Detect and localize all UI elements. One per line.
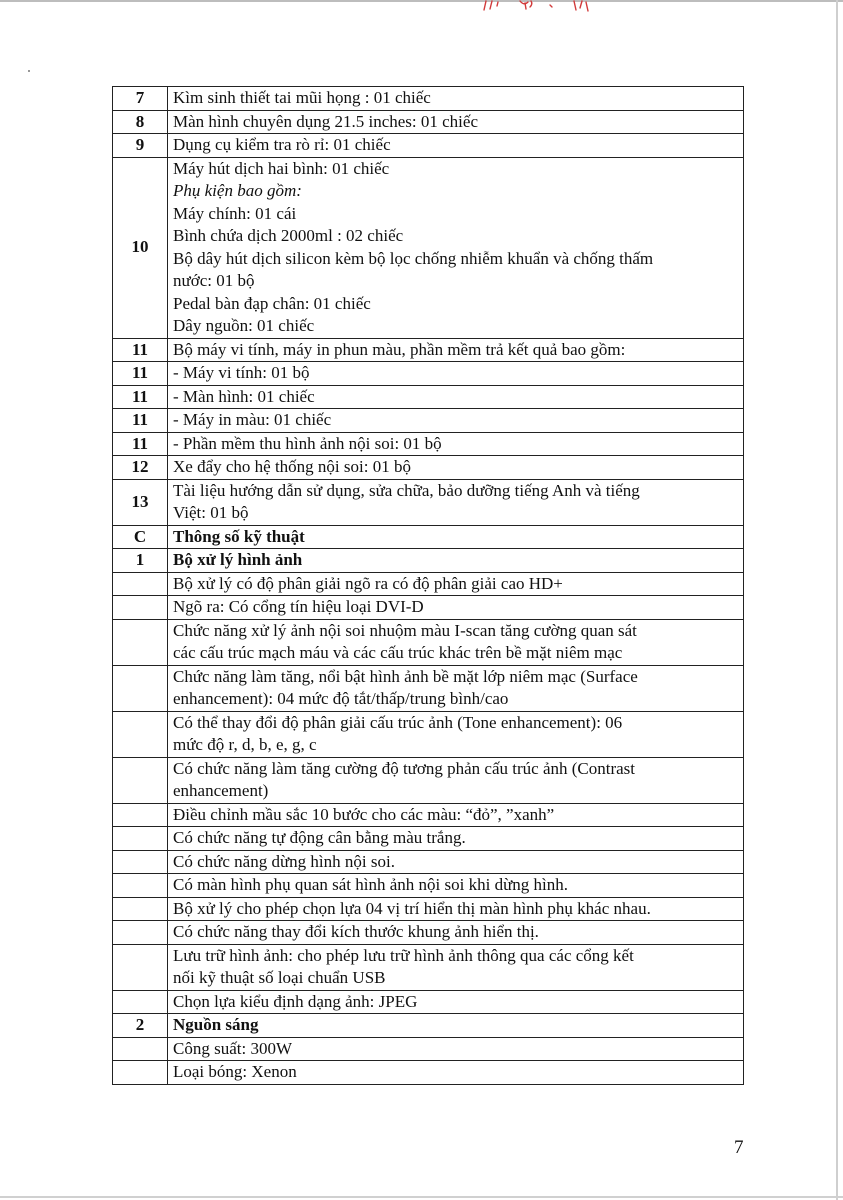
row-number-cell [113, 803, 168, 827]
row-content-cell [168, 525, 744, 549]
row-number-cell: 8 [113, 110, 168, 134]
row-text-line: Pedal bàn đạp chân: 01 chiếc [173, 293, 371, 313]
table-row [113, 596, 744, 620]
row-number-cell [113, 897, 168, 921]
row-number-cell [113, 827, 168, 851]
row-number-cell [113, 850, 168, 874]
row-text-line: Việt: 01 bộ [173, 503, 249, 522]
row-number-cell [113, 711, 168, 757]
row-content-cell [168, 479, 744, 525]
row-content-cell [168, 944, 744, 990]
table-row [113, 921, 744, 945]
row-text-line: enhancement): 04 mức độ tắt/thấp/trung bình/cao [173, 689, 509, 708]
table-row [113, 362, 744, 386]
row-text-line: Phụ kiện bao gồm: [173, 181, 302, 200]
row-content-cell [168, 87, 744, 111]
row-content-cell [168, 874, 744, 898]
table-row [113, 897, 744, 921]
row-number-cell [113, 1037, 168, 1061]
row-content-cell [168, 1014, 744, 1038]
table-row [113, 87, 744, 111]
row-text-line: Bộ máy vi tính, máy in phun màu, phần mềm trả kết quả bao gồm: [173, 339, 626, 359]
row-content-cell [168, 803, 744, 827]
row-content-cell [168, 1037, 744, 1061]
row-text-line: Có chức năng tự động cân bằng màu trắng. [173, 828, 466, 847]
row-number-cell: 11 [113, 362, 168, 386]
row-number-cell [113, 921, 168, 945]
row-text-line: Có thể thay đổi độ phân giải cấu trúc ảnh (Tone enhancement): 06 [173, 712, 623, 732]
row-content-cell [168, 665, 744, 711]
row-content-cell [168, 990, 744, 1014]
table-row [113, 619, 744, 665]
row-content-cell [168, 134, 744, 158]
row-number-cell: 11 [113, 409, 168, 433]
row-text-line: nối kỹ thuật số loại chuẩn USB [173, 968, 386, 987]
table-row [113, 134, 744, 158]
row-number-cell [113, 874, 168, 898]
row-text-line: Tài liệu hướng dẫn sử dụng, sửa chữa, bảo dưỡng tiếng Anh và tiếng [173, 480, 640, 500]
specification-table [112, 86, 744, 1085]
table-row [113, 409, 744, 433]
row-text-line: Máy chính: 01 cái [173, 203, 297, 223]
row-text-line: Xe đẩy cho hệ thống nội soi: 01 bộ [173, 457, 411, 476]
row-number-cell [113, 596, 168, 620]
row-number-cell: 12 [113, 456, 168, 480]
row-text-line: Bộ xử lý có độ phân giải ngõ ra có độ phân giải cao HD+ [173, 573, 563, 593]
row-text-line: Bộ xử lý cho phép chọn lựa 04 vị trí hiển thị màn hình phụ khác nhau. [173, 898, 651, 918]
row-number-cell: 2 [113, 1014, 168, 1038]
row-text-line: Dụng cụ kiểm tra rò rỉ: 01 chiếc [173, 135, 391, 154]
row-text-line: - Phần mềm thu hình ảnh nội soi: 01 bộ [173, 433, 442, 453]
table-row [113, 757, 744, 803]
row-text-line: Màn hình chuyên dụng 21.5 inches: 01 chiếc [173, 111, 478, 131]
table-row [113, 1014, 744, 1038]
table-row [113, 110, 744, 134]
row-number-cell [113, 665, 168, 711]
row-number-cell: 11 [113, 432, 168, 456]
red-stamp-fragment [478, 0, 618, 12]
row-text-line: enhancement) [173, 781, 269, 800]
row-text-line: Chức năng làm tăng, nổi bật hình ảnh bề mặt lớp niêm mạc (Surface [173, 666, 638, 686]
row-text-line: Bình chứa dịch 2000ml : 02 chiếc [173, 226, 404, 245]
row-text-line: Điều chỉnh mầu sắc 10 bước cho các màu: “đỏ”, ”xanh” [173, 804, 555, 824]
table-row [113, 479, 744, 525]
row-content-cell [168, 572, 744, 596]
table-row [113, 665, 744, 711]
row-content-cell [168, 338, 744, 362]
row-text-line: - Màn hình: 01 chiếc [173, 386, 315, 406]
row-content-cell [168, 110, 744, 134]
section-heading: Nguồn sáng [173, 1015, 259, 1034]
row-text-line: Chức năng xử lý ảnh nội soi nhuộm màu I-scan tăng cường quan sát [173, 620, 637, 640]
scan-speck [28, 70, 30, 72]
table-row [113, 711, 744, 757]
row-number-cell: 10 [113, 157, 168, 338]
row-content-cell [168, 456, 744, 480]
row-content-cell [168, 432, 744, 456]
row-number-cell [113, 990, 168, 1014]
table-row [113, 944, 744, 990]
row-text-line: Loại bóng: Xenon [173, 1062, 297, 1081]
row-number-cell: 1 [113, 549, 168, 573]
row-number-cell: 11 [113, 338, 168, 362]
row-content-cell [168, 596, 744, 620]
row-content-cell [168, 549, 744, 573]
table-row [113, 572, 744, 596]
row-text-line: Chọn lựa kiểu định dạng ảnh: JPEG [173, 991, 418, 1011]
table-row [113, 874, 744, 898]
row-content-cell [168, 409, 744, 433]
table-row [113, 525, 744, 549]
table-row [113, 990, 744, 1014]
table-row [113, 456, 744, 480]
row-text-line: Có chức năng dừng hình nội soi. [173, 851, 395, 871]
row-text-line: Dây nguồn: 01 chiếc [173, 316, 315, 335]
row-text-line: - Máy vi tính: 01 bộ [173, 363, 310, 382]
table-row [113, 1037, 744, 1061]
row-content-cell [168, 711, 744, 757]
row-text-line: các cấu trúc mạch máu và các cấu trúc khác trên bề mặt niêm mạc [173, 643, 623, 662]
row-content-cell [168, 757, 744, 803]
row-text-line: Lưu trữ hình ảnh: cho phép lưu trữ hình ảnh thông qua các cổng kết [173, 945, 634, 965]
scan-bottom-edge [0, 1196, 843, 1198]
row-content-cell [168, 921, 744, 945]
specification-table-body [113, 87, 744, 1085]
row-number-cell: 11 [113, 385, 168, 409]
page-number: 7 [734, 1137, 744, 1158]
row-content-cell [168, 157, 744, 338]
table-row [113, 1061, 744, 1085]
row-content-cell [168, 362, 744, 386]
row-text-line: Có chức năng thay đổi kích thước khung ảnh hiển thị. [173, 922, 539, 941]
row-content-cell [168, 850, 744, 874]
scan-top-edge [0, 0, 843, 2]
row-number-cell: 13 [113, 479, 168, 525]
row-text-line: Bộ dây hút dịch silicon kèm bộ lọc chống nhiễm khuẩn và chống thấm [173, 248, 654, 268]
scan-right-edge [836, 0, 838, 1200]
row-number-cell: C [113, 525, 168, 549]
table-row [113, 549, 744, 573]
row-text-line: - Máy in màu: 01 chiếc [173, 410, 332, 429]
row-text-line: mức độ r, d, b, e, g, c [173, 735, 317, 754]
row-number-cell: 9 [113, 134, 168, 158]
table-row [113, 432, 744, 456]
row-text-line: nước: 01 bộ [173, 271, 255, 290]
row-text-line: Máy hút dịch hai bình: 01 chiếc [173, 158, 390, 178]
row-text-line: Có chức năng làm tăng cường độ tương phản cấu trúc ảnh (Contrast [173, 758, 636, 778]
row-content-cell [168, 1061, 744, 1085]
row-number-cell [113, 1061, 168, 1085]
row-number-cell [113, 757, 168, 803]
row-number-cell [113, 619, 168, 665]
row-content-cell [168, 619, 744, 665]
row-number-cell [113, 572, 168, 596]
row-content-cell [168, 385, 744, 409]
row-text-line: Có màn hình phụ quan sát hình ảnh nội soi khi dừng hình. [173, 875, 569, 894]
row-text-line: Công suất: 300W [173, 1038, 292, 1058]
row-number-cell: 7 [113, 87, 168, 111]
row-text-line: Ngõ ra: Có cổng tín hiệu loại DVI-D [173, 597, 424, 616]
row-content-cell [168, 827, 744, 851]
table-row [113, 338, 744, 362]
table-row [113, 827, 744, 851]
row-content-cell [168, 897, 744, 921]
section-heading: Thông số kỹ thuật [173, 526, 305, 546]
table-row [113, 385, 744, 409]
row-text-line: Kìm sinh thiết tai mũi họng : 01 chiếc [173, 88, 431, 107]
table-row [113, 850, 744, 874]
section-heading: Bộ xử lý hình ảnh [173, 550, 303, 569]
row-number-cell [113, 944, 168, 990]
table-row [113, 803, 744, 827]
table-row [113, 157, 744, 338]
